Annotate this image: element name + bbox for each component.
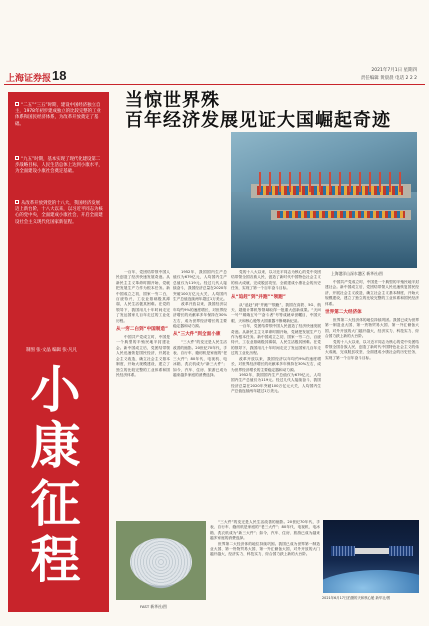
space-station-photo [323, 520, 419, 593]
article-column: 中国共产党成立时，中国是一个典型的半殖民地半封建社会。新中国成立后，党团结带领人民迅速恢复国民经济，开展社会主义改造，确立社会主义基本制度，开始大规模建设，建立了独立的比较完整的工业体系和国民经济体系。 世界第二大经济体 世界第二大经济体的地位持续巩固。我国已成为世界第一制造业大国、第一货物贸易大国、第一外汇储备大国，对外开放的大门越开越大，经济实力、科技实力、综合国力跃上新的大台阶。 党的十八大以来，以习近平同志为核心的党中央团结带领全国各族人民，创造了新时代中国特色社会主义的伟大成就，完成脱贫攻坚、全面建成小康社会的历史任务，实现了第一个百年奋斗目标。 [325, 280, 419, 360]
header-divider [4, 84, 425, 85]
space-station-caption: 2021年6月17日拍摄的天和核心舱 新华社/图 [322, 596, 391, 600]
headline-line2: 百年经济发展见证大国崛起奇迹 [125, 110, 391, 131]
port-photo-caption: 上海港洋山深水港区 新华社/图 [331, 271, 383, 276]
station-module [355, 548, 389, 554]
photo-sea [231, 192, 417, 268]
timeline-block: “九五”时期，基本实现了现代化建设第二步战略目标，人民生活总体上达到小康水平，为全面建设小康社会奠定基础。 [15, 157, 103, 175]
article-column: 党的十八大以来，以习近平同志为核心的党中央团结带领全国各族人民，创造了新时代中国特色社会主义的伟大成就，完成脱贫攻坚、全面建成小康社会的历史任务，实现了第一个百年奋斗目标。 从“追赶”到“并跑”“领跑” 从“追赶”到“并跑”“领跑”，我国在高铁、5G、航天、超级计算机等领域取得一批重大创新成果。“天问一号”“嫦娥五号”“奋斗者”号等成就举世瞩目，中国天眼、天和核心舱等大国重器不断刷新纪录。 一百年，党团结带领中国人民创造了经济快速发展奇迹。从新民主主义革命时期开始，党就把发展生产力作为根本任务。新中国成立之初，国家一穷二白，百废待兴，工农业基础极其薄弱，人民生活极其困难。在党的领导下，我国用几十年时间走完了发达国家几百年走过的工业化历程。 改革开放以来，我国经济以年均约9%的速度增长，对世界经济增长的贡献率多年保持在30%左右，成为世界经济增长的主要稳定器和动力源。 1952年，我国国内生产总值仅为679亿元，人均国内生产总值仅为119元。经过几代人接续奋斗，我国经济总量在2020年突破100万亿元大关，人均国内生产总值连续两年超过1万美元。 [231, 270, 321, 394]
section-subhead: 从“追赶”到“并跑”“领跑” [231, 294, 286, 300]
telescope-dish [130, 538, 192, 586]
headline-line1: 当惊世界殊 [125, 90, 220, 111]
photo-containers-2 [277, 211, 405, 218]
issue-date: 2021年7月1日 星期四 [371, 68, 417, 73]
sidebar-title-line1: 小康 [30, 360, 87, 475]
article-column: 1952年，我国国内生产总值仅为679亿元，人均国内生产总值仅为119元。经过几代人接续奋斗，我国经济总量在2020年突破100万亿元大关，人均国内生产总值连续两年超过1万美元。 改革开放以来，我国经济以年均约9%的速度增长，对世界经济增长的贡献率多年保持在30%左右，成为世界经济增长的主要稳定器和动力源。 从“三大件”到全面小康 “三大件”的变迁是人民生活改善的缩影。20世纪70年代，手表、自行车、缝纫机是家庭的“老三大件”；80年代，电视机、电冰箱、洗衣机成为“新三大件”；如今，汽车、住房、旅游已成为越来越多家庭的消费选择。 [173, 270, 227, 377]
bullet-icon [15, 102, 19, 106]
sidebar-credit: 制图 张·文晶 编辑 张·凡凡 [26, 348, 77, 353]
bullet-icon [15, 200, 19, 204]
sidebar-timeline [8, 92, 109, 612]
telescope-photo-caption: FAST 新华社/图 [140, 604, 167, 609]
photo-earth [323, 570, 419, 593]
photo-cranes [259, 172, 409, 192]
article-headline [125, 91, 391, 131]
section-subhead: 从一穷二白到“中国制造” [116, 327, 168, 333]
bullet-icon [15, 156, 19, 160]
port-photo [231, 132, 417, 268]
timeline-block: “二五”“三五”时期，建设中国经济独立自主，1978年初步建成独立的比较完整的工业体系和国民经济体系，为改革开放奠定了基础。 [15, 103, 101, 127]
article-column: 一百年，党团结带领中国人民创造了经济快速发展奇迹。从新民主主义革命时期开始，党就把发展生产力作为根本任务。新中国成立之初，国家一穷二白，百废待兴，工农业基础极其薄弱，人民生活极其困难。在党的领导下，我国用几十年时间走完了发达国家几百年走过的工业化历程。 从一穷二白到“中国制造” 中国共产党成立时，中国是一个典型的半殖民地半封建社会。新中国成立后，党团结带领人民迅速恢复国民经济，开展社会主义改造，确立社会主义基本制度，开始大规模建设，建立了独立的比较完整的工业体系和国民经济体系。 [116, 270, 170, 377]
editor-credits: 责任编辑 黄晨晨 电话 2 2 2 [360, 76, 417, 81]
solar-panel [331, 546, 355, 556]
newspaper-name: 上海证券报 [6, 74, 52, 84]
timeline-block: 从改革开放到党的十八大，我国经济发展迈上新台阶，十八大以来，以习近平同志为核心的党中央，全面建成小康社会，开启全面建设社会主义现代化国家新征程。 [15, 201, 103, 225]
telescope-photo [116, 521, 206, 600]
page-number: 18 [52, 68, 67, 83]
article-column: “三大件”的变迁是人民生活改善的缩影。20世纪70年代，手表、自行车、缝纫机是家庭的“老三大件”；80年代，电视机、电冰箱、洗衣机成为“新三大件”；如今，汽车、住房、旅游已成为越来越多家庭的消费选择。 世界第二大经济体的地位持续巩固。我国已成为世界第一制造业大国、第一货物贸易大国、第一外汇储备大国，对外开放的大门越开越大，经济实力、科技实力、综合国力跃上新的大台阶。 [210, 520, 320, 557]
solar-panel [389, 546, 413, 556]
sidebar-title-line2: 征程 [30, 474, 87, 589]
section-subhead: 从“三大件”到全面小康 [173, 332, 221, 338]
section-subhead: 世界第二大经济体 [325, 310, 362, 316]
